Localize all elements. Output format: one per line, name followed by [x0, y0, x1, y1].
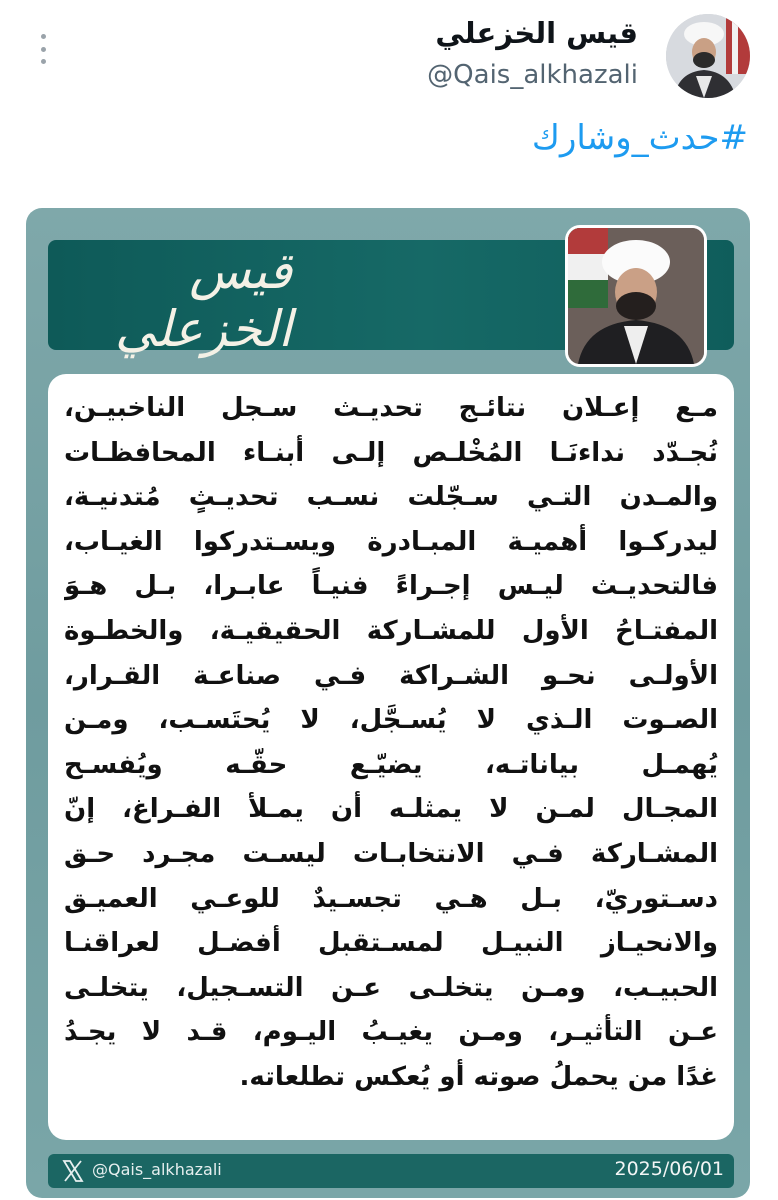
- statement-line: والمـدن التـي سـجّلت نسـب تحديـثٍ مُتدنيـة،: [64, 482, 718, 513]
- statement-line: الصـوت الـذي لا يُسـجَّل، لا يُحتَسـب، ومـن: [64, 705, 718, 736]
- statement-line: والانحيـاز النبيـل لمسـتقبل أفضـل لعراقنـا: [64, 928, 718, 959]
- tweet-header: [0, 0, 778, 110]
- footer-date: 2025/06/01: [614, 1158, 724, 1180]
- statement-line: الأولـى نحـو الشـراكة فـي صناعـة القـرار،: [64, 660, 718, 691]
- banner-portrait: [568, 228, 704, 364]
- statement-text-box: [48, 374, 734, 1140]
- statement-card-image[interactable]: [26, 208, 750, 1198]
- avatar[interactable]: [666, 14, 750, 98]
- portrait-icon: [568, 228, 704, 364]
- more-options-icon[interactable]: [36, 34, 50, 64]
- statement-line: مـع إعـلان نتائـج تحديـث سـجل الناخبيـن،: [64, 393, 718, 423]
- display-name[interactable]: قيس الخزعلي: [435, 16, 638, 50]
- statement-line: نُجـدّد نداءنَـا المُخْلـص إلـى أبنـاء المحافظـات: [64, 437, 718, 468]
- statement-line: ليدركـوا أهميـة المبـادرة ويسـتدركوا الغيـاب،: [64, 526, 718, 557]
- card-footer: [48, 1154, 734, 1188]
- x-logo-icon: [62, 1159, 84, 1183]
- user-handle[interactable]: @Qais_alkhazali: [427, 60, 638, 90]
- statement-line: المشـاركة فـي الانتخابـات ليسـت مجـرد حـق: [64, 838, 718, 869]
- statement-line: يُهمـل بياناتـه، يضيّـع حقّـه ويُفسـح: [64, 749, 718, 780]
- statement-line: غدًا من يحملُ صوته أو يُعكس تطلعاته.: [239, 1061, 718, 1092]
- statement-line: المفتـاحُ الأول للمشـاركة الحقيقيـة، والخطـوة: [64, 615, 718, 646]
- statement-line: الحبيـب، ومـن يتخلـى عـن التسـجيل، يتخلـى: [64, 972, 718, 1003]
- avatar-portrait-icon: [666, 14, 750, 98]
- statement-line: عـن التأثيـر، ومـن يغيـبُ اليـوم، قـد لا يجـدُ: [64, 1017, 718, 1048]
- statement-line: المجـال لمـن لا يمثلـه أن يمـلأ الفـراغ، إنّ: [64, 794, 718, 825]
- footer-handle: @Qais_alkhazali: [92, 1160, 222, 1179]
- calligraphy-logo: قيس الخزعلي: [114, 242, 292, 358]
- statement-line: فالتحديـث ليـس إجـراءً فنيـاً عابـرا، بـل هـوَ: [64, 571, 718, 602]
- statement-line: دسـتوريّ، بـل هـي تجسـيدٌ للوعـي العميـق: [64, 883, 718, 914]
- hashtag-link[interactable]: #حدث_وشارك: [531, 118, 748, 158]
